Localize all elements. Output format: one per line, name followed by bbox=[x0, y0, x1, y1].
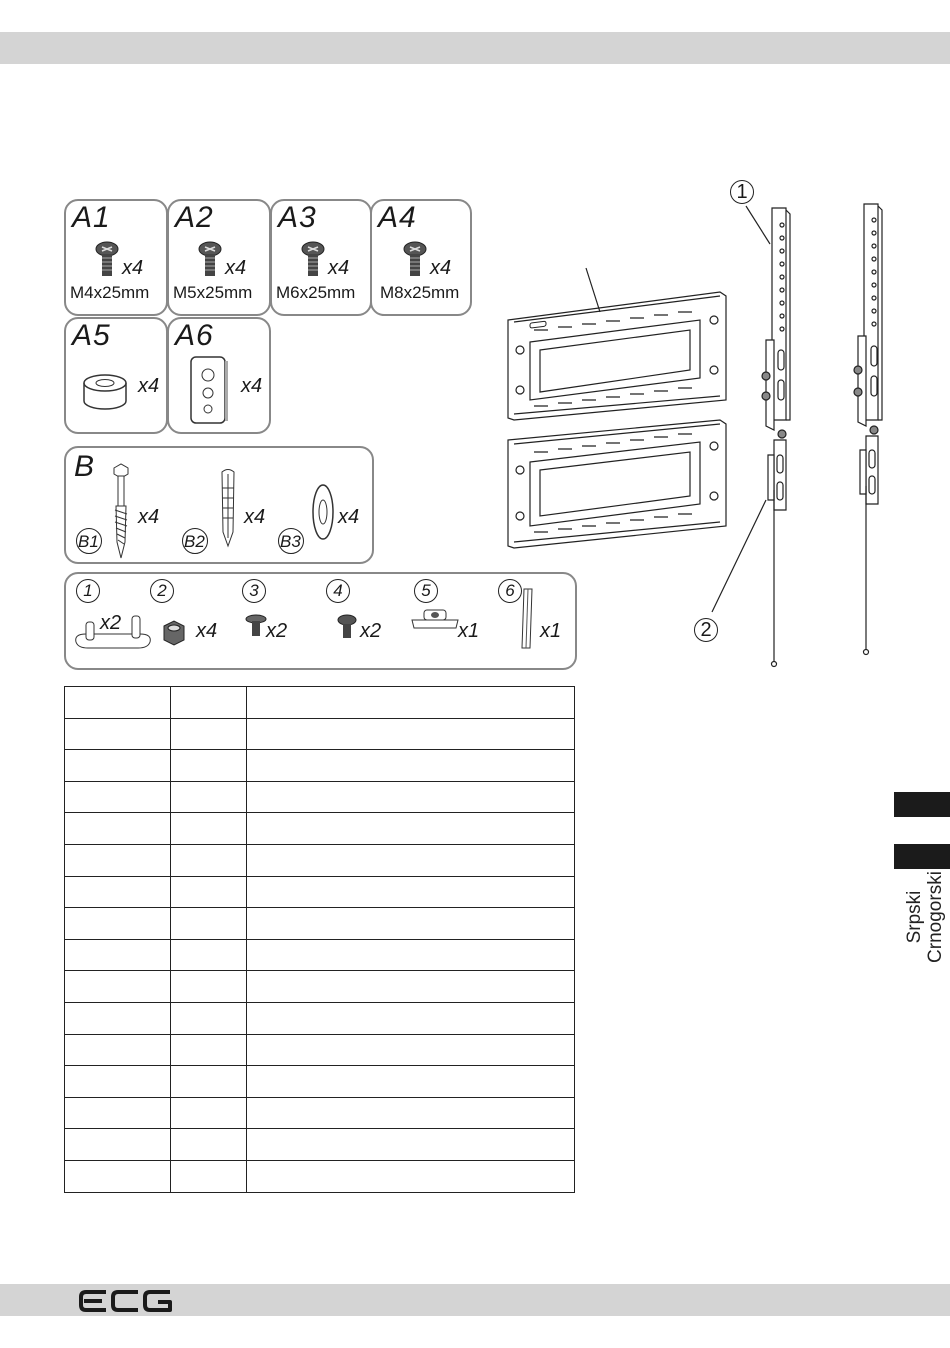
wall-anchor-icon bbox=[216, 468, 240, 548]
ecg-logo bbox=[78, 1288, 174, 1314]
panel-label: B bbox=[74, 450, 96, 483]
table-cell bbox=[247, 1002, 575, 1034]
parts-table bbox=[64, 686, 575, 1193]
language-label bbox=[899, 872, 950, 962]
table-cell bbox=[65, 750, 171, 782]
table-row bbox=[65, 1034, 575, 1066]
quantity: x4 bbox=[122, 257, 144, 279]
table-row bbox=[65, 1129, 575, 1161]
item-number: 3 bbox=[242, 579, 266, 603]
table-cell bbox=[65, 813, 171, 845]
callout-2: 2 bbox=[694, 618, 718, 642]
side-tab-marker-active bbox=[894, 844, 950, 869]
panel-label: A5 bbox=[72, 319, 111, 352]
panel-a5 bbox=[64, 317, 168, 434]
item-number: 5 bbox=[414, 579, 438, 603]
badge-b1: B1 bbox=[76, 528, 102, 554]
quantity: x4 bbox=[338, 506, 360, 528]
item-number: 2 bbox=[150, 579, 174, 603]
tv-arm-left bbox=[762, 208, 790, 667]
item-number: 6 bbox=[498, 579, 522, 603]
screw-size: M4x25mm bbox=[70, 283, 150, 302]
table-cell bbox=[171, 813, 247, 845]
panel-label: A4 bbox=[378, 201, 417, 234]
quantity: x2 bbox=[360, 620, 382, 642]
panel-a2 bbox=[167, 199, 271, 316]
table-cell bbox=[65, 1097, 171, 1129]
screw-icon bbox=[300, 241, 326, 279]
table-cell bbox=[65, 844, 171, 876]
table-cell bbox=[247, 1066, 575, 1098]
quantity: x4 bbox=[328, 257, 350, 279]
table-cell bbox=[65, 1034, 171, 1066]
panel-label: A2 bbox=[175, 201, 214, 234]
table-row bbox=[65, 687, 575, 719]
table-row bbox=[65, 1160, 575, 1192]
table-row bbox=[65, 939, 575, 971]
quantity: x1 bbox=[458, 620, 480, 642]
screw-icon bbox=[336, 614, 358, 640]
item-number: 1 bbox=[76, 579, 100, 603]
table-row bbox=[65, 1097, 575, 1129]
panel-a1 bbox=[64, 199, 168, 316]
table-cell bbox=[171, 750, 247, 782]
screw-size: M5x25mm bbox=[173, 283, 253, 302]
table-cell bbox=[171, 687, 247, 719]
panel-a4 bbox=[370, 199, 472, 316]
quantity: x4 bbox=[241, 375, 263, 397]
table-cell bbox=[247, 939, 575, 971]
table-cell bbox=[247, 687, 575, 719]
side-tab-marker bbox=[894, 792, 950, 817]
panel-a3 bbox=[270, 199, 372, 316]
table-row bbox=[65, 971, 575, 1003]
table-cell bbox=[171, 844, 247, 876]
quantity: x2 bbox=[266, 620, 288, 642]
table-row bbox=[65, 844, 575, 876]
table-cell bbox=[171, 1034, 247, 1066]
screw-size: M6x25mm bbox=[276, 283, 356, 302]
panel-b bbox=[64, 446, 374, 564]
table-row bbox=[65, 813, 575, 845]
tv-arm-right bbox=[854, 204, 882, 655]
table-cell bbox=[247, 781, 575, 813]
table-cell bbox=[65, 908, 171, 940]
table-cell bbox=[65, 1002, 171, 1034]
quantity: x4 bbox=[430, 257, 452, 279]
table-cell bbox=[247, 844, 575, 876]
bubble-level-icon bbox=[410, 606, 460, 632]
table-cell bbox=[65, 971, 171, 1003]
table-cell bbox=[171, 1002, 247, 1034]
washer-icon bbox=[310, 482, 336, 542]
quantity: x4 bbox=[244, 506, 266, 528]
table-cell bbox=[65, 781, 171, 813]
table-cell bbox=[171, 781, 247, 813]
callout-1: 1 bbox=[730, 180, 754, 204]
table-cell bbox=[247, 1097, 575, 1129]
screw-icon bbox=[94, 241, 120, 279]
table-cell bbox=[171, 1097, 247, 1129]
wall-plate-lower bbox=[508, 420, 726, 548]
table-cell bbox=[171, 939, 247, 971]
header-band bbox=[0, 32, 950, 64]
table-cell bbox=[247, 813, 575, 845]
table-cell bbox=[171, 718, 247, 750]
panel-label: A1 bbox=[72, 201, 111, 234]
table-cell bbox=[65, 939, 171, 971]
quantity: x4 bbox=[196, 620, 218, 642]
table-cell bbox=[65, 718, 171, 750]
bracket-diagram bbox=[490, 170, 890, 670]
screw-size: M8x25mm bbox=[380, 283, 460, 302]
table-row bbox=[65, 750, 575, 782]
table-cell bbox=[65, 876, 171, 908]
table-cell bbox=[247, 1129, 575, 1161]
table-cell bbox=[171, 1160, 247, 1192]
item-number: 4 bbox=[326, 579, 350, 603]
table-cell bbox=[247, 908, 575, 940]
washer-plate-icon bbox=[189, 355, 229, 427]
table-cell bbox=[247, 750, 575, 782]
screw-icon bbox=[402, 241, 428, 279]
language-line-1: Srpski bbox=[904, 890, 925, 944]
table-row bbox=[65, 1066, 575, 1098]
nut-icon bbox=[160, 618, 188, 648]
table-row bbox=[65, 781, 575, 813]
wall-plate-upper bbox=[508, 292, 726, 420]
table-cell bbox=[247, 1160, 575, 1192]
screw-icon bbox=[197, 241, 223, 279]
table-cell bbox=[171, 908, 247, 940]
table-cell bbox=[247, 718, 575, 750]
countersunk-screw-icon bbox=[244, 614, 268, 638]
table-cell bbox=[171, 1066, 247, 1098]
table-cell bbox=[65, 687, 171, 719]
panel-label: A6 bbox=[175, 319, 214, 352]
quantity: x2 bbox=[100, 612, 122, 634]
table-cell bbox=[247, 1034, 575, 1066]
table-row bbox=[65, 718, 575, 750]
table-cell bbox=[171, 1129, 247, 1161]
table-row bbox=[65, 876, 575, 908]
table-row bbox=[65, 908, 575, 940]
quantity: x1 bbox=[540, 620, 562, 642]
table-row bbox=[65, 1002, 575, 1034]
table-cell bbox=[247, 876, 575, 908]
table-cell bbox=[171, 971, 247, 1003]
badge-b3: B3 bbox=[278, 528, 304, 554]
table-cell bbox=[65, 1129, 171, 1161]
quantity: x4 bbox=[138, 375, 160, 397]
table-cell bbox=[65, 1160, 171, 1192]
panel-a6 bbox=[167, 317, 271, 434]
quantity: x4 bbox=[138, 506, 160, 528]
lag-bolt-icon bbox=[110, 462, 132, 562]
table-cell bbox=[65, 1066, 171, 1098]
quantity: x4 bbox=[225, 257, 247, 279]
language-line-2: Crnogorski bbox=[925, 871, 946, 963]
spacer-icon bbox=[80, 373, 130, 411]
panel-label: A3 bbox=[278, 201, 317, 234]
badge-b2: B2 bbox=[182, 528, 208, 554]
table-cell bbox=[247, 971, 575, 1003]
table-cell bbox=[171, 876, 247, 908]
